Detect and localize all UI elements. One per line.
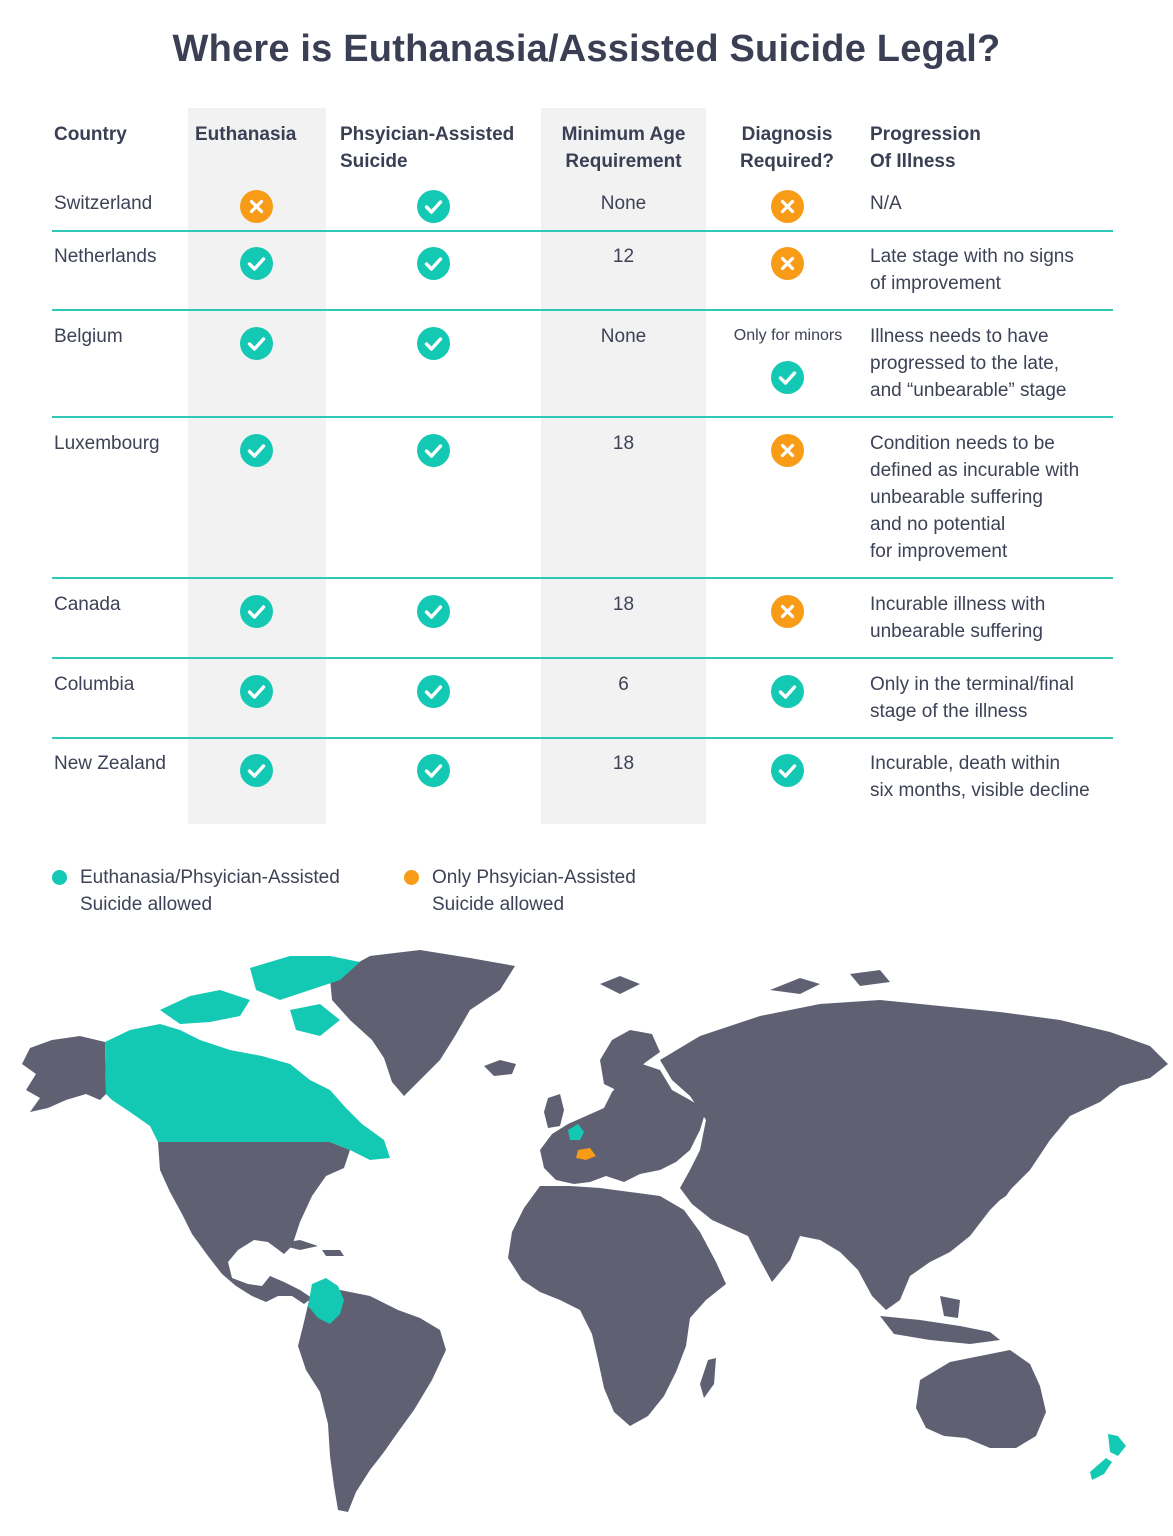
madagascar-shape bbox=[700, 1358, 716, 1398]
euthanasia-check-icon bbox=[240, 327, 273, 360]
diagnosis-note: Only for minors bbox=[733, 327, 843, 344]
min-age-cell: 12 bbox=[612, 246, 635, 267]
progression-line: Incurable, death within bbox=[870, 753, 1061, 774]
arctic-islands-shape bbox=[600, 970, 890, 994]
diagnosis-check-icon bbox=[771, 754, 804, 787]
legend-teal-dot bbox=[52, 870, 67, 885]
page-title: Where is Euthanasia/Assisted Suicide Legal? bbox=[172, 28, 1001, 70]
progression-line: Late stage with no signs bbox=[870, 246, 1074, 267]
min-age-cell: 18 bbox=[612, 753, 635, 774]
country-cell: New Zealand bbox=[54, 753, 166, 774]
south-america-shape bbox=[298, 1290, 446, 1512]
progression-cell bbox=[870, 750, 1090, 804]
diagnosis-check-icon bbox=[771, 675, 804, 708]
pas-check-icon bbox=[417, 327, 450, 360]
pas-check-icon bbox=[417, 190, 450, 223]
min-age-cell: 18 bbox=[612, 594, 635, 615]
world-map bbox=[0, 940, 1173, 1530]
row-divider bbox=[52, 657, 1113, 659]
diagnosis-cross-icon bbox=[771, 595, 804, 628]
new-zealand-shape bbox=[1090, 1434, 1126, 1480]
diagnosis-cross-icon bbox=[771, 247, 804, 280]
progression-cell bbox=[870, 430, 1079, 565]
progression-line: and no potential bbox=[870, 514, 1006, 535]
row-divider bbox=[52, 309, 1113, 311]
progression-line: progressed to the late, bbox=[870, 353, 1060, 374]
header-progression: Progression Of Illness bbox=[870, 124, 981, 172]
country-cell: Netherlands bbox=[54, 246, 157, 267]
min-age-cell: 18 bbox=[612, 433, 635, 454]
progression-cell bbox=[870, 591, 1045, 645]
pas-check-icon bbox=[417, 247, 450, 280]
progression-line: unbearable suffering bbox=[870, 621, 1043, 642]
min-age-cell: 6 bbox=[618, 674, 629, 695]
north-america-shape bbox=[158, 1142, 350, 1304]
progression-line: and “unbearable” stage bbox=[870, 380, 1067, 401]
country-cell: Luxembourg bbox=[54, 433, 160, 454]
header-pas: Phsyician-Assisted Suicide bbox=[340, 124, 515, 172]
asia-shape bbox=[660, 1000, 1168, 1310]
header-euthanasia: Euthanasia bbox=[195, 124, 297, 145]
legend-orange-dot bbox=[404, 870, 419, 885]
progression-line: Incurable illness with bbox=[870, 594, 1046, 615]
progression-line: defined as incurable with bbox=[870, 460, 1080, 481]
diagnosis-check-icon bbox=[771, 361, 804, 394]
greenland-shape bbox=[330, 950, 515, 1096]
pas-check-icon bbox=[417, 675, 450, 708]
row-divider bbox=[52, 577, 1113, 579]
pas-check-icon bbox=[417, 595, 450, 628]
alaska-shape bbox=[22, 1036, 106, 1112]
header-diagnosis: Diagnosis Required? bbox=[740, 124, 834, 172]
euthanasia-check-icon bbox=[240, 675, 273, 708]
progression-line: stage of the illness bbox=[870, 701, 1028, 722]
progression-cell bbox=[870, 323, 1066, 404]
legend-teal-label: Euthanasia/Phsyician-Assisted Suicide allowed bbox=[80, 867, 340, 915]
progression-line: Only in the terminal/final bbox=[870, 674, 1074, 695]
legend-orange-label: Only Phsyician-Assisted Suicide allowed bbox=[432, 867, 636, 915]
progression-line: Illness needs to have bbox=[870, 326, 1049, 347]
progression-line: for improvement bbox=[870, 541, 1008, 562]
progression-line: six months, visible decline bbox=[870, 780, 1090, 801]
country-cell: Switzerland bbox=[54, 193, 153, 214]
min-age-cell: None bbox=[600, 326, 647, 347]
iceland-shape bbox=[484, 1060, 516, 1076]
progression-line: of improvement bbox=[870, 273, 1001, 294]
euthanasia-check-icon bbox=[240, 434, 273, 467]
header-country: Country bbox=[54, 124, 127, 145]
progression-cell bbox=[870, 190, 902, 217]
progression-cell bbox=[870, 671, 1074, 725]
euthanasia-check-icon bbox=[240, 754, 273, 787]
progression-cell bbox=[870, 243, 1074, 297]
euthanasia-cross-icon bbox=[240, 190, 273, 223]
row-divider bbox=[52, 737, 1113, 739]
diagnosis-cross-icon bbox=[771, 434, 804, 467]
country-cell: Belgium bbox=[54, 326, 123, 347]
indonesia-shape bbox=[880, 1296, 1000, 1344]
africa-shape bbox=[508, 1186, 726, 1426]
australia-shape bbox=[916, 1350, 1046, 1448]
uk-shape bbox=[544, 1094, 564, 1128]
country-cell: Columbia bbox=[54, 674, 135, 695]
pas-check-icon bbox=[417, 434, 450, 467]
row-divider bbox=[52, 416, 1113, 418]
euthanasia-check-icon bbox=[240, 595, 273, 628]
pas-check-icon bbox=[417, 754, 450, 787]
progression-line: Condition needs to be bbox=[870, 433, 1055, 454]
header-min-age: Minimum Age Requirement bbox=[561, 124, 686, 172]
diagnosis-cross-icon bbox=[771, 190, 804, 223]
min-age-cell: None bbox=[600, 193, 647, 214]
country-cell: Canada bbox=[54, 594, 121, 615]
row-divider bbox=[52, 230, 1113, 232]
euthanasia-check-icon bbox=[240, 247, 273, 280]
progression-line: unbearable suffering bbox=[870, 487, 1043, 508]
progression-line: N/A bbox=[870, 193, 902, 214]
